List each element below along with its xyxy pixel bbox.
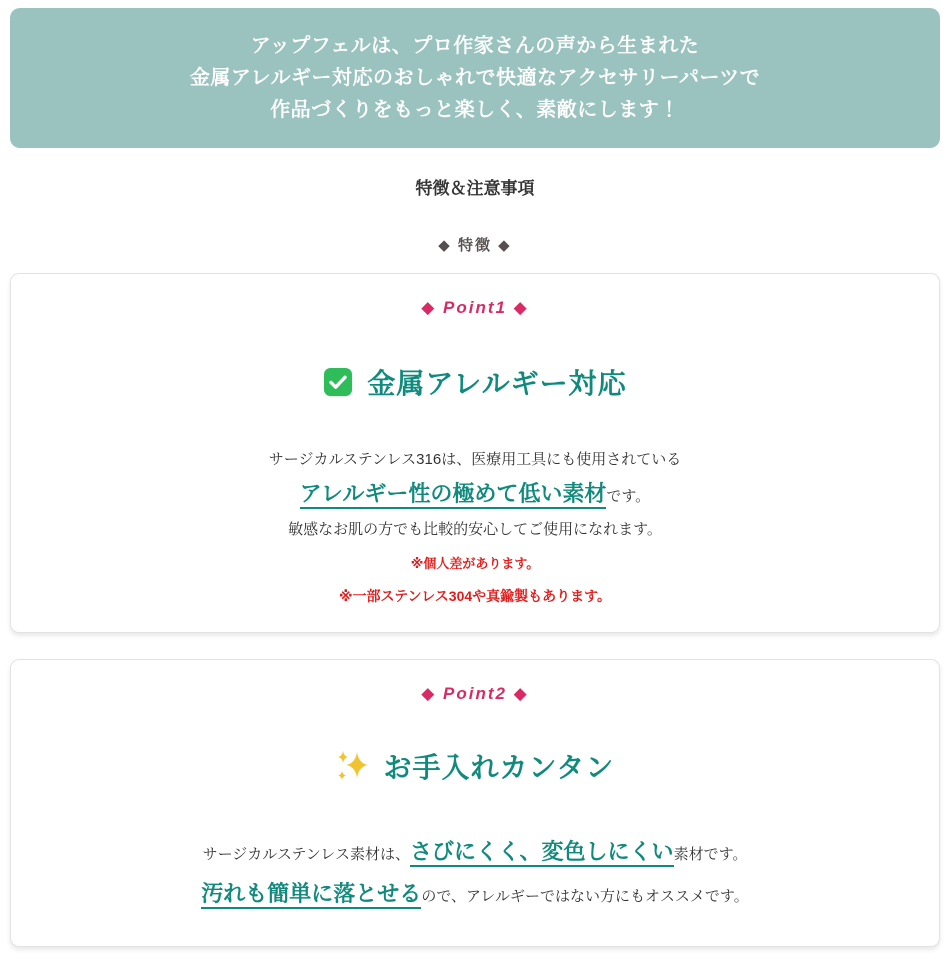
point2-body <box>11 839 939 907</box>
section-subtitle: ◆ 特徴 ◆ <box>438 237 512 254</box>
banner-line-2: 金属アレルギー対応のおしゃれで快適なアクセサリーパーツで <box>189 67 761 89</box>
point1-body-line-2 <box>11 481 939 507</box>
point1-label: ◆ Point1 ◆ <box>421 298 529 317</box>
point1-body <box>11 450 939 606</box>
banner-line-3: 作品づくりをもっと楽しく、素敵にします！ <box>270 99 680 121</box>
point2-body-line-1 <box>11 839 939 865</box>
point1-note-2: ※一部ステンレス304や真鍮製もあります。 <box>338 588 612 604</box>
point2-label: ◆ Point2 ◆ <box>421 684 529 703</box>
point2-heading: お手入れカンタン <box>383 752 615 783</box>
point1-highlight-text: アレルギー性の極めて低い素材 <box>300 481 607 509</box>
point1-heading: 金属アレルギー対応 <box>367 368 627 399</box>
page-title: 特徴＆注意事項 <box>415 179 535 198</box>
point2-body-line-2 <box>11 881 939 907</box>
point1-highlight-suffix: です。 <box>606 488 651 505</box>
point2-heading-row <box>11 746 939 786</box>
point2-card <box>10 659 940 947</box>
banner-line-1: アップフェルは、プロ作家さんの声から生まれた <box>250 35 700 57</box>
point2-line1-prefix: サージカルステンレス素材は、 <box>202 846 410 863</box>
point2-line2-highlight: 汚れも簡単に落とせる <box>201 881 421 909</box>
point2-line1-highlight: さびにくく、変色しにくい <box>410 839 674 867</box>
point1-heading-row <box>11 362 939 402</box>
check-icon <box>323 367 353 397</box>
sparkles-icon <box>336 749 370 783</box>
point2-line1-suffix: 素材です。 <box>673 846 748 863</box>
intro-banner <box>10 8 940 148</box>
point2-line2-suffix: ので、アレルギーではない方にもオススメです。 <box>421 888 749 905</box>
point1-card <box>10 273 940 633</box>
point1-note-1: ※個人差があります。 <box>410 556 540 571</box>
point1-body-line-3: 敏感なお肌の方でも比較的安心してご使用になれます。 <box>288 521 662 538</box>
point1-body-line-1: サージカルステンレス316は、医療用工具にも使用されている <box>268 451 682 468</box>
